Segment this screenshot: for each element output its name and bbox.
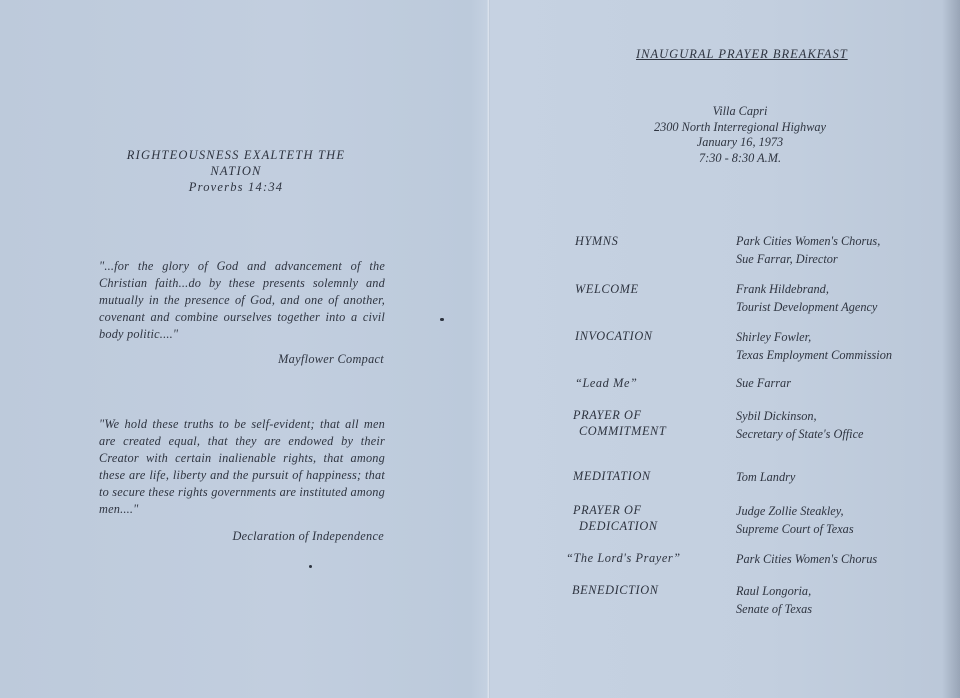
event-title: INAUGURAL PRAYER BREAKFAST xyxy=(636,47,848,61)
program-label-welcome xyxy=(575,281,639,297)
program-detail-line: Park Cities Women's Chorus, xyxy=(736,234,881,248)
program-detail-line: Park Cities Women's Chorus xyxy=(736,552,878,566)
declaration-attribution: Declaration of Independence xyxy=(232,529,384,543)
program-detail-dedication xyxy=(736,502,854,538)
event-date: January 16, 1973 xyxy=(696,135,784,149)
program-label-line: DEDICATION xyxy=(579,519,658,533)
program-label-benediction xyxy=(572,582,659,598)
program-label-line: INVOCATION xyxy=(575,329,653,343)
program-detail-line: Texas Employment Commission xyxy=(736,348,892,362)
page-edge-shadow xyxy=(942,0,960,698)
program-detail-line: Secretary of State's Office xyxy=(736,427,864,441)
program-detail-line: Frank Hildebrand, xyxy=(736,282,829,296)
program-detail-benediction xyxy=(736,582,812,618)
program-detail-line: Tom Landry xyxy=(736,470,796,484)
program-detail-line: Tourist Development Agency xyxy=(736,300,878,314)
program-detail-line: Senate of Texas xyxy=(736,602,813,616)
program-label-line: “Lead Me” xyxy=(575,376,638,390)
scripture-reference: Proverbs 14:34 xyxy=(188,180,284,194)
program-detail-line: Sue Farrar, Director xyxy=(736,252,838,266)
program-detail-line: Sybil Dickinson, xyxy=(736,409,817,423)
program-label-line: “The Lord's Prayer” xyxy=(566,551,681,565)
ink-speck xyxy=(309,565,312,568)
program-label-line: HYMNS xyxy=(575,234,619,248)
program-label-line: BENEDICTION xyxy=(572,583,659,597)
program-detail-line: Judge Zollie Steakley, xyxy=(736,504,844,518)
ink-speck xyxy=(440,318,444,321)
program-label-line: WELCOME xyxy=(575,282,639,296)
program-detail-invocation xyxy=(736,328,892,364)
program-label-commitment xyxy=(573,407,666,439)
program-detail-commitment xyxy=(736,407,864,443)
mayflower-quote: "...for the glory of God and advancement of the Christian faith...do by these presents solemnly and mutually in the presence of God, and one of another, covenant and combine ourselves together into a civil body politic...." xyxy=(99,259,385,341)
center-fold xyxy=(487,0,490,698)
event-info xyxy=(630,104,850,166)
program-label-line: PRAYER OF xyxy=(573,408,642,422)
program-label-meditation xyxy=(573,468,651,484)
program-label-lead-me xyxy=(575,375,637,391)
program-detail-welcome xyxy=(736,280,877,316)
scripture-title: RIGHTEOUSNESS EXALTETH THE NATION xyxy=(126,148,346,178)
event-time: 7:30 - 8:30 A.M. xyxy=(698,150,782,165)
program-detail-hymns xyxy=(736,232,880,268)
event-address: 2300 North Interregional Highway xyxy=(653,119,827,134)
program-label-lords-prayer xyxy=(566,550,681,566)
program-detail-meditation xyxy=(736,468,795,486)
program-label-hymns xyxy=(575,233,618,249)
program-detail-lords-prayer xyxy=(736,550,877,568)
program-detail-line: Supreme Court of Texas xyxy=(736,522,854,536)
program-detail-line: Shirley Fowler, xyxy=(736,330,812,344)
program-label-dedication xyxy=(573,502,658,534)
program-detail-lead-me xyxy=(736,374,791,392)
program-label-line: PRAYER OF xyxy=(573,503,642,517)
program-detail-line: Sue Farrar xyxy=(736,376,791,390)
program-label-line: MEDITATION xyxy=(573,469,651,483)
declaration-quote: "We hold these truths to be self-evident; that all men are created equal, that they are endowed by their Creator with certain inalienable rights, that among these are life, liberty and the pursuit of happiness; that to secure these rights governments are instituted among men...." xyxy=(99,417,385,516)
program-label-line: COMMITMENT xyxy=(579,424,667,438)
mayflower-attribution: Mayflower Compact xyxy=(278,352,384,366)
event-venue: Villa Capri xyxy=(712,104,768,118)
program-detail-line: Raul Longoria, xyxy=(736,584,812,598)
left-panel-heading xyxy=(100,147,372,195)
program-label-invocation xyxy=(575,328,653,344)
